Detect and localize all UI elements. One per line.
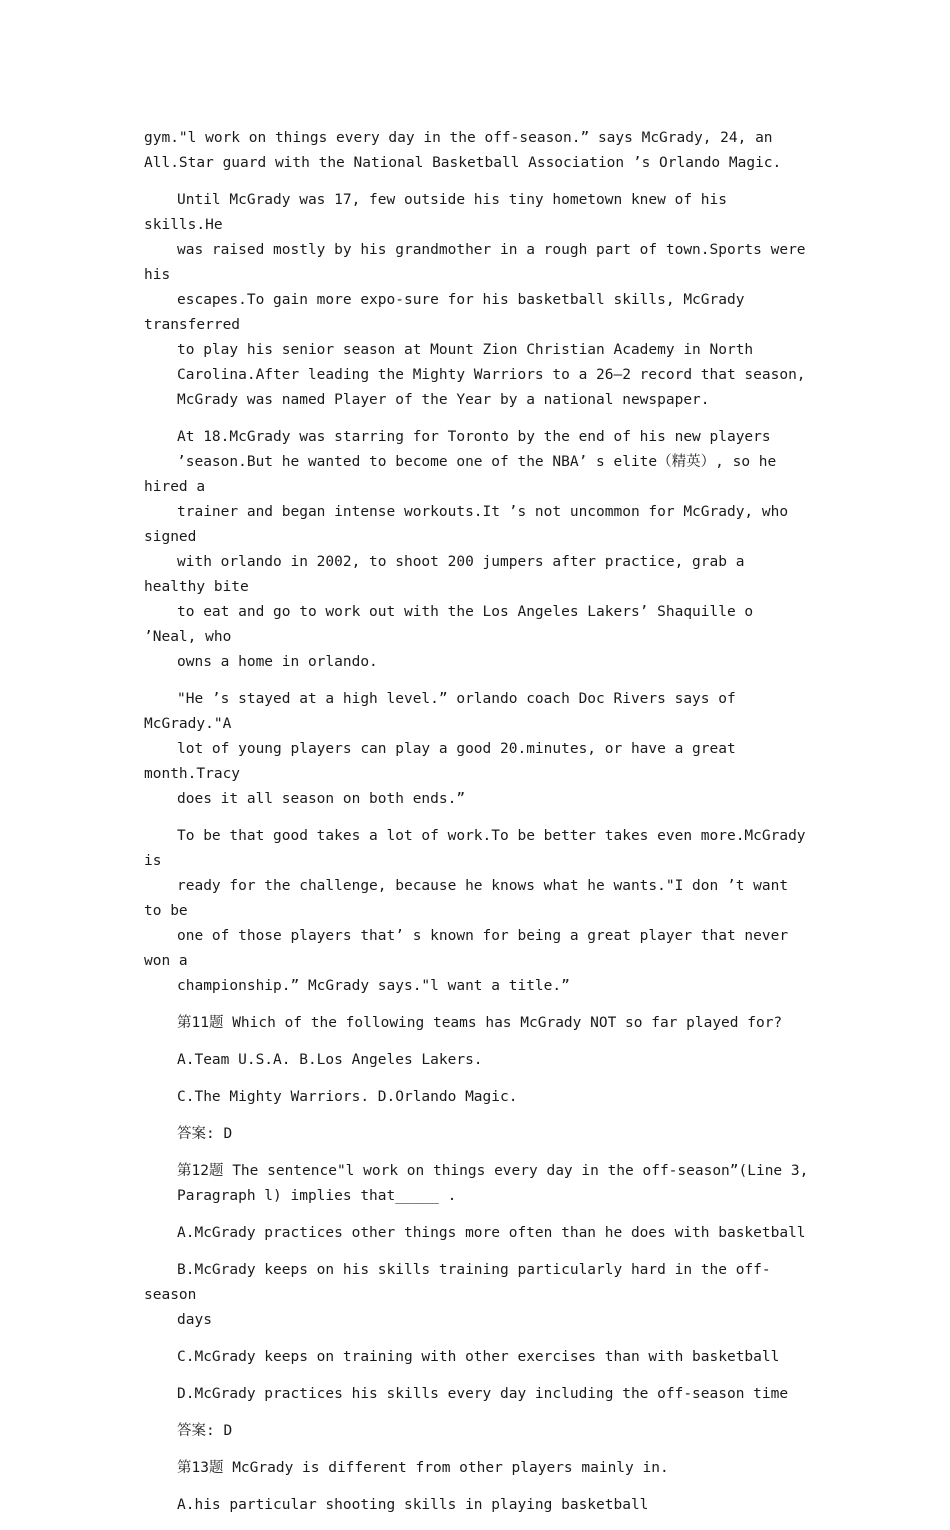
text-line: A.McGrady practices other things more often than he does with basketball <box>177 1225 806 1241</box>
paragraph <box>144 1258 810 1333</box>
text-line: 答案: D <box>177 1423 233 1439</box>
paragraph <box>144 824 810 999</box>
paragraph <box>144 126 810 176</box>
text-line: Paragraph l) implies that_____ . <box>177 1188 457 1204</box>
text-line: McGrady was named Player of the Year by a national newspaper. <box>177 392 710 408</box>
text-line: All.Star guard with the National Basketball Association ’s Orlando Magic. <box>144 155 782 171</box>
text-line: At 18.McGrady was starring for Toronto by the end of his new players <box>177 429 771 445</box>
text-line: To be that good takes a lot of work.To be better takes even more.McGrady is <box>144 828 806 869</box>
text-line: days <box>177 1312 212 1328</box>
text-line: A.his particular shooting skills in playing basketball <box>177 1497 649 1513</box>
text-line: championship.” McGrady says."l want a title.” <box>177 978 570 994</box>
paragraph <box>144 1122 810 1147</box>
text-line: 第13题 McGrady is different from other players mainly in. <box>177 1460 669 1476</box>
text-line: D.McGrady practices his skills every day including the off-season time <box>177 1386 789 1402</box>
paragraph <box>144 1011 810 1036</box>
text-line: trainer and began intense workouts.It ’s not uncommon for McGrady, who signed <box>144 504 789 545</box>
text-line: one of those players that’ s known for being a great player that never won a <box>144 928 789 969</box>
text-line: lot of young players can play a good 20.minutes, or have a great month.Tracy <box>144 741 736 782</box>
text-line: to eat and go to work out with the Los Angeles Lakers’ Shaquille o ’Neal, who <box>144 604 754 645</box>
paragraph <box>144 1345 810 1370</box>
text-line: ready for the challenge, because he knows what he wants."I don ’t want to be <box>144 878 789 919</box>
text-line: 答案: D <box>177 1126 233 1142</box>
paragraph <box>144 1382 810 1407</box>
paragraph <box>144 1159 810 1209</box>
text-line: "He ’s stayed at a high level.” orlando coach Doc Rivers says of McGrady."A <box>144 691 736 732</box>
text-line: was raised mostly by his grandmother in a rough part of town.Sports were his <box>144 242 806 283</box>
text-line: owns a home in orlando. <box>177 654 378 670</box>
text-line: gym."l work on things every day in the off-season.” says McGrady, 24, an <box>144 130 773 146</box>
paragraph <box>144 1456 810 1481</box>
paragraph <box>144 188 810 413</box>
text-line: with orlando in 2002, to shoot 200 jumpers after practice, grab a healthy bite <box>144 554 745 595</box>
text-line: to play his senior season at Mount Zion Christian Academy in North <box>177 342 754 358</box>
text-line: C.McGrady keeps on training with other exercises than with basketball <box>177 1349 780 1365</box>
text-line: 第12题 The sentence"l work on things every day in the off-season”(Line 3, <box>177 1163 809 1179</box>
paragraph <box>144 1493 810 1518</box>
document-body <box>144 126 810 1530</box>
paragraph <box>144 1221 810 1246</box>
text-line: C.The Mighty Warriors. D.Orlando Magic. <box>177 1089 518 1105</box>
paragraph <box>144 687 810 812</box>
text-line: A.Team U.S.A. B.Los Angeles Lakers. <box>177 1052 483 1068</box>
text-line: B.McGrady keeps on his skills training particularly hard in the off-season <box>144 1262 771 1303</box>
text-line: escapes.To gain more expo-sure for his basketball skills, McGrady transferred <box>144 292 745 333</box>
text-line: 第11题 Which of the following teams has McGrady NOT so far played for? <box>177 1015 783 1031</box>
paragraph <box>144 1085 810 1110</box>
paragraph <box>144 425 810 675</box>
text-line: Carolina.After leading the Mighty Warriors to a 26—2 record that season, <box>177 367 806 383</box>
text-line: ’season.But he wanted to become one of the NBA’ s elite（精英）, so he hired a <box>144 454 777 495</box>
text-line: Until McGrady was 17, few outside his tiny hometown knew of his skills.He <box>144 192 727 233</box>
paragraph <box>144 1419 810 1444</box>
text-line: does it all season on both ends.” <box>177 791 466 807</box>
paragraph <box>144 1048 810 1073</box>
